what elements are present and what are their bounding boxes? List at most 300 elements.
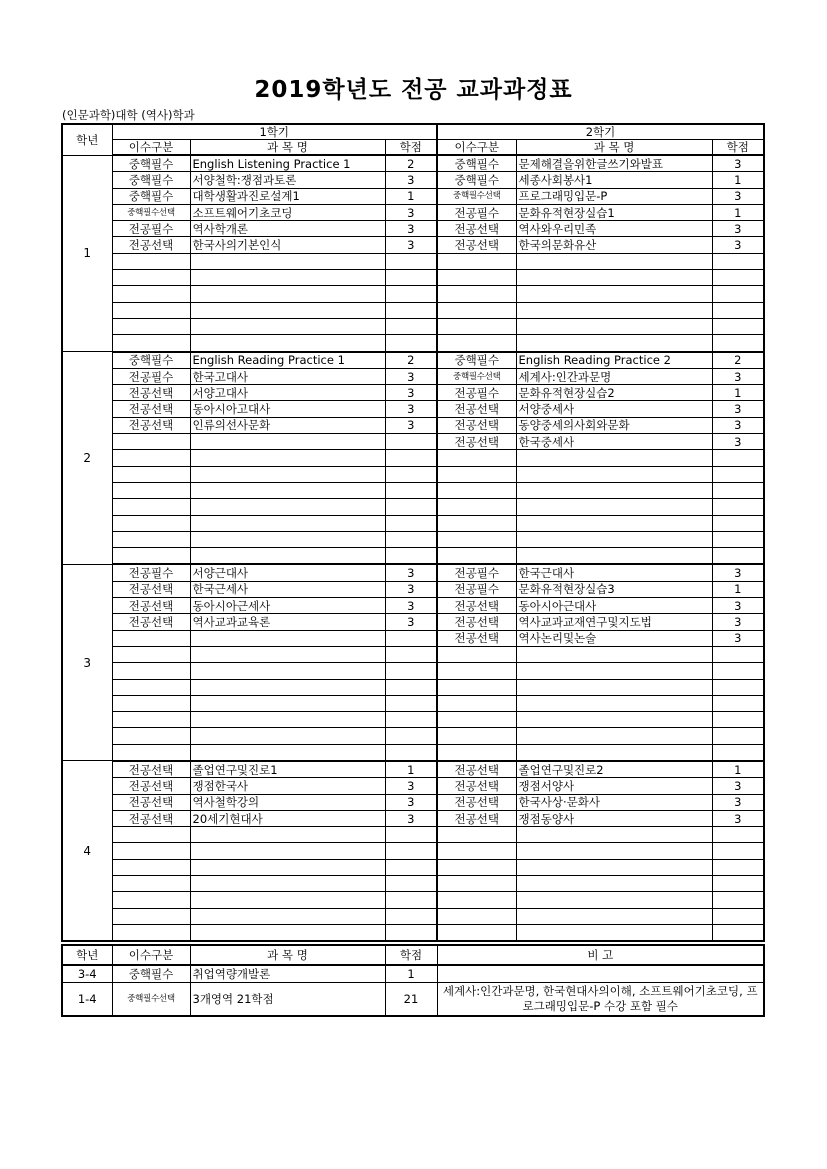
sem2-category-cell (437, 548, 516, 565)
bottom-row-credit: 21 (385, 983, 437, 1017)
sem1-credit-cell (385, 548, 437, 565)
sem1-course-cell: 한국사의기본인식 (190, 237, 385, 253)
sem2-category-cell (437, 515, 516, 531)
sem1-course-cell: 대학생활과진로설계1 (190, 188, 385, 204)
sem1-category-cell: 중핵필수 (112, 155, 190, 172)
sem1-category-header: 이수구분 (112, 140, 190, 156)
sem2-credit-cell (712, 728, 764, 744)
sem2-course-cell (516, 253, 712, 269)
sem1-credit-cell (385, 630, 437, 646)
sem2-category-cell: 전공선택 (437, 598, 516, 614)
sem2-category-cell (437, 924, 516, 941)
sem2-category-cell (437, 646, 516, 662)
sem2-credit-cell (712, 892, 764, 908)
sem1-category-cell (112, 253, 190, 269)
sem1-course-cell (190, 450, 385, 466)
sem1-category-cell: 중핵필수선택 (112, 204, 190, 220)
table-row (62, 695, 764, 711)
sem1-credit-cell: 3 (385, 794, 437, 810)
sem1-category-cell (112, 876, 190, 892)
sem2-course-cell: 역사논리및논술 (516, 630, 712, 646)
sem2-course-cell (516, 302, 712, 318)
sem2-course-cell (516, 450, 712, 466)
sem1-category-cell (112, 548, 190, 565)
sem2-category-cell (437, 663, 516, 679)
year-cell: 3 (62, 564, 112, 761)
sem2-course-cell (516, 663, 712, 679)
table-row (62, 859, 764, 875)
sem1-credit-cell (385, 466, 437, 482)
sem1-category-cell (112, 335, 190, 352)
table-row (62, 335, 764, 352)
table-row (62, 253, 764, 269)
sem2-course-cell: 쟁점동양사 (516, 810, 712, 826)
sem1-category-cell (112, 663, 190, 679)
sem2-credit-cell: 3 (712, 564, 764, 581)
sem2-category-cell (437, 270, 516, 286)
year-cell: 2 (62, 352, 112, 565)
table-row (62, 286, 764, 302)
sem2-credit-cell (712, 466, 764, 482)
sem2-credit-cell (712, 253, 764, 269)
sem1-credit-cell (385, 318, 437, 334)
sem1-course-cell (190, 744, 385, 761)
sem1-course-cell (190, 270, 385, 286)
sem1-credit-cell (385, 335, 437, 352)
sem1-credit-cell: 3 (385, 417, 437, 433)
sem1-category-cell: 전공선택 (112, 794, 190, 810)
sem2-category-cell: 전공필수 (437, 581, 516, 597)
sem1-credit-cell: 3 (385, 614, 437, 630)
table-row (62, 434, 764, 450)
sem2-course-cell: 문화유적현장실습3 (516, 581, 712, 597)
sem1-course-cell: 서양고대사 (190, 385, 385, 401)
table-row (62, 368, 764, 384)
sem2-course-cell (516, 548, 712, 565)
table-row (62, 302, 764, 318)
table-row (62, 794, 764, 810)
sem1-category-cell (112, 630, 190, 646)
sem2-course-cell (516, 728, 712, 744)
sem1-category-cell: 전공선택 (112, 761, 190, 778)
sem1-credit-cell (385, 253, 437, 269)
year-header: 학년 (62, 124, 112, 155)
sem2-course-cell (516, 924, 712, 941)
sem2-credit-cell (712, 859, 764, 875)
sem1-credit-cell: 3 (385, 368, 437, 384)
sem2-credit-cell: 1 (712, 385, 764, 401)
sem2-credit-cell (712, 515, 764, 531)
sem2-course-cell (516, 892, 712, 908)
table-row (62, 155, 764, 172)
sem2-credit-cell (712, 318, 764, 334)
sem2-credit-cell (712, 335, 764, 352)
sem1-category-cell (112, 908, 190, 924)
sem1-category-cell (112, 892, 190, 908)
sem2-course-cell (516, 843, 712, 859)
sem2-category-cell: 전공선택 (437, 401, 516, 417)
sem1-course-cell (190, 728, 385, 744)
sem1-category-cell: 전공선택 (112, 581, 190, 597)
sem2-course-cell (516, 827, 712, 843)
sem1-course-cell (190, 253, 385, 269)
sem2-credit-cell (712, 531, 764, 547)
sem2-category-cell: 중핵필수선택 (437, 188, 516, 204)
sem1-category-cell: 전공필수 (112, 368, 190, 384)
sem1-credit-cell (385, 712, 437, 728)
sem1-category-cell: 전공선택 (112, 385, 190, 401)
sem2-credit-cell (712, 908, 764, 924)
sem1-credit-cell (385, 515, 437, 531)
bottom-course-header: 과 목 명 (190, 945, 385, 965)
table-row (62, 924, 764, 941)
curriculum-table (61, 123, 765, 942)
sem2-category-cell: 전공선택 (437, 417, 516, 433)
sem2-course-cell: 문제해결을위한글쓰기와발표 (516, 155, 712, 172)
table-row (62, 482, 764, 498)
table-row (62, 630, 764, 646)
semester2-header: 2학기 (437, 124, 764, 140)
table-row (62, 221, 764, 237)
sem2-credit-cell: 3 (712, 434, 764, 450)
sem2-credit-cell (712, 302, 764, 318)
sem2-category-cell (437, 892, 516, 908)
sem2-course-cell: 동아시아근대사 (516, 598, 712, 614)
sem1-course-cell (190, 663, 385, 679)
sem2-course-cell: English Reading Practice 2 (516, 352, 712, 369)
sem1-course-cell: 역사철학강의 (190, 794, 385, 810)
sem2-category-cell (437, 744, 516, 761)
sem2-category-cell (437, 499, 516, 515)
sem1-credit-cell: 3 (385, 401, 437, 417)
sem2-credit-cell: 2 (712, 352, 764, 369)
sem2-category-cell (437, 466, 516, 482)
table-row (62, 646, 764, 662)
sem1-credit-cell: 3 (385, 237, 437, 253)
sem1-credit-cell: 1 (385, 188, 437, 204)
bottom-row-category: 중핵필수선택 (112, 983, 190, 1017)
sem1-course-cell (190, 630, 385, 646)
sem2-category-cell (437, 728, 516, 744)
sem2-course-cell (516, 286, 712, 302)
sem1-course-cell (190, 318, 385, 334)
sem2-credit-cell (712, 876, 764, 892)
sem2-credit-cell (712, 450, 764, 466)
sem1-credit-cell (385, 892, 437, 908)
bottom-credit-header: 학점 (385, 945, 437, 965)
sem2-credit-cell: 3 (712, 368, 764, 384)
sem2-credit-cell: 3 (712, 778, 764, 794)
sem1-category-cell (112, 924, 190, 941)
sem1-credit-cell: 3 (385, 581, 437, 597)
sem1-course-cell: 쟁점한국사 (190, 778, 385, 794)
sem1-course-cell: 서양근대사 (190, 564, 385, 581)
sem2-credit-cell (712, 482, 764, 498)
sem2-category-cell: 중핵필수선택 (437, 368, 516, 384)
page-title: 2019학년도 전공 교과과정표 (254, 77, 573, 103)
sem2-credit-cell: 1 (712, 204, 764, 220)
sem1-category-cell (112, 531, 190, 547)
sem1-course-cell (190, 482, 385, 498)
sem1-category-cell: 전공선택 (112, 417, 190, 433)
sem1-category-cell (112, 434, 190, 450)
sem1-category-cell (112, 728, 190, 744)
sem1-course-cell: 역사학개론 (190, 221, 385, 237)
sem2-credit-cell (712, 499, 764, 515)
sem1-category-cell (112, 744, 190, 761)
sem2-credit-cell (712, 663, 764, 679)
sem1-credit-cell (385, 663, 437, 679)
bottom-year-header: 학년 (62, 945, 112, 965)
table-row (62, 598, 764, 614)
sem1-course-cell (190, 924, 385, 941)
sem2-credit-cell: 1 (712, 761, 764, 778)
sem1-credit-cell: 2 (385, 352, 437, 369)
table-row (62, 744, 764, 761)
sem2-credit-cell: 1 (712, 172, 764, 188)
table-row (62, 499, 764, 515)
sem1-course-cell: 인류의선사문화 (190, 417, 385, 433)
sem1-credit-cell (385, 302, 437, 318)
sem1-course-cell (190, 531, 385, 547)
sem2-category-cell (437, 531, 516, 547)
sem1-credit-cell: 3 (385, 564, 437, 581)
table-row (62, 843, 764, 859)
sem2-credit-cell: 3 (712, 237, 764, 253)
sem1-category-cell: 전공필수 (112, 221, 190, 237)
sem1-course-cell (190, 548, 385, 565)
sem2-credit-cell (712, 286, 764, 302)
sem1-course-cell: 역사교과교육론 (190, 614, 385, 630)
sem1-category-cell: 전공선택 (112, 810, 190, 826)
sem1-course-cell: 한국고대사 (190, 368, 385, 384)
sem2-course-header: 과 목 명 (516, 140, 712, 156)
sem2-course-cell: 동양중세의사회와문화 (516, 417, 712, 433)
table-row (62, 564, 764, 581)
sem1-course-cell (190, 335, 385, 352)
sem1-credit-cell (385, 482, 437, 498)
bottom-category-header: 이수구분 (112, 945, 190, 965)
sem2-category-cell (437, 679, 516, 695)
sem2-credit-cell: 3 (712, 417, 764, 433)
sem1-course-cell (190, 712, 385, 728)
sem2-credit-cell (712, 827, 764, 843)
sem2-course-cell (516, 646, 712, 662)
year-cell: 4 (62, 761, 112, 941)
sem1-course-cell (190, 679, 385, 695)
sem2-course-cell: 한국근대사 (516, 564, 712, 581)
sem2-category-cell: 전공선택 (437, 221, 516, 237)
table-row (62, 827, 764, 843)
sem2-category-cell: 전공선택 (437, 434, 516, 450)
sem2-category-cell: 중핵필수 (437, 155, 516, 172)
sem2-course-cell (516, 270, 712, 286)
sem1-category-cell: 중핵필수 (112, 352, 190, 369)
sem1-credit-cell: 1 (385, 761, 437, 778)
bottom-row-credit: 1 (385, 965, 437, 983)
sem1-category-cell: 전공필수 (112, 564, 190, 581)
sem2-category-cell (437, 482, 516, 498)
sem2-credit-cell: 3 (712, 794, 764, 810)
sem2-category-cell: 전공선택 (437, 237, 516, 253)
sem2-category-cell (437, 286, 516, 302)
sem1-credit-cell (385, 450, 437, 466)
sem2-course-cell: 세종사회봉사1 (516, 172, 712, 188)
sem1-category-cell (112, 679, 190, 695)
common-courses-table (61, 944, 765, 1017)
sem1-course-cell (190, 499, 385, 515)
sem2-course-cell (516, 908, 712, 924)
sem1-credit-cell (385, 744, 437, 761)
sem2-category-cell (437, 335, 516, 352)
sem2-category-cell: 전공필수 (437, 204, 516, 220)
sem2-credit-cell (712, 646, 764, 662)
sem2-course-cell: 서양중세사 (516, 401, 712, 417)
sem2-credit-cell (712, 548, 764, 565)
sem2-course-cell (516, 679, 712, 695)
sem2-course-cell: 졸업연구및진로2 (516, 761, 712, 778)
sem1-course-cell (190, 827, 385, 843)
sem1-course-cell (190, 695, 385, 711)
sem1-category-cell (112, 499, 190, 515)
table-row (62, 778, 764, 794)
sem1-category-cell: 전공선택 (112, 614, 190, 630)
sem2-course-cell (516, 695, 712, 711)
table-row (62, 237, 764, 253)
table-row (62, 450, 764, 466)
sem1-category-cell (112, 450, 190, 466)
sem1-category-cell (112, 695, 190, 711)
sem1-credit-cell (385, 695, 437, 711)
sem1-course-cell (190, 434, 385, 450)
bottom-row-year: 1-4 (62, 983, 112, 1017)
sem2-credit-cell (712, 695, 764, 711)
sem2-credit-cell: 3 (712, 401, 764, 417)
sem1-credit-cell (385, 728, 437, 744)
sem2-course-cell (516, 466, 712, 482)
sem1-credit-cell (385, 434, 437, 450)
sem1-course-cell (190, 302, 385, 318)
sem2-category-cell (437, 876, 516, 892)
sem2-credit-cell (712, 270, 764, 286)
sem1-category-cell (112, 859, 190, 875)
sem1-credit-cell (385, 843, 437, 859)
sem1-credit-cell: 2 (385, 155, 437, 172)
sem2-course-cell (516, 712, 712, 728)
sem1-category-cell: 전공선택 (112, 401, 190, 417)
table-row (62, 892, 764, 908)
sem2-category-cell: 전공필수 (437, 385, 516, 401)
sem2-credit-cell: 3 (712, 614, 764, 630)
sem2-course-cell: 문화유적현장실습2 (516, 385, 712, 401)
sem2-category-cell (437, 908, 516, 924)
sem1-credit-cell (385, 270, 437, 286)
table-row (62, 270, 764, 286)
sem1-credit-cell: 3 (385, 598, 437, 614)
sem1-course-cell (190, 843, 385, 859)
sem1-credit-cell (385, 827, 437, 843)
sem1-course-cell: English Listening Practice 1 (190, 155, 385, 172)
table-row (62, 614, 764, 630)
sem2-credit-cell: 3 (712, 221, 764, 237)
sem1-credit-cell (385, 679, 437, 695)
table-row (62, 908, 764, 924)
sem1-credit-cell: 3 (385, 778, 437, 794)
sem1-course-cell: 졸업연구및진로1 (190, 761, 385, 778)
sem2-course-cell: 프로그래밍입문-P (516, 188, 712, 204)
semester1-header: 1학기 (112, 124, 437, 140)
table-row (62, 172, 764, 188)
sem1-category-cell (112, 712, 190, 728)
sem1-category-cell (112, 827, 190, 843)
sem2-credit-header: 학점 (712, 140, 764, 156)
sem1-course-cell (190, 286, 385, 302)
table-row (62, 385, 764, 401)
bottom-row-year: 3-4 (62, 965, 112, 983)
table-row (62, 810, 764, 826)
sem1-course-cell (190, 466, 385, 482)
sem2-course-cell (516, 515, 712, 531)
sem1-category-cell (112, 466, 190, 482)
sem1-credit-cell: 3 (385, 810, 437, 826)
sem2-category-cell: 중핵필수 (437, 352, 516, 369)
table-row (62, 204, 764, 220)
sem2-category-cell: 전공선택 (437, 761, 516, 778)
bottom-row-category: 중핵필수 (112, 965, 190, 983)
sem2-course-cell (516, 531, 712, 547)
sem1-category-cell (112, 286, 190, 302)
sem1-credit-cell (385, 646, 437, 662)
table-row (62, 515, 764, 531)
sem1-course-cell (190, 515, 385, 531)
sem1-course-cell (190, 908, 385, 924)
sem2-course-cell (516, 482, 712, 498)
sem2-credit-cell (712, 679, 764, 695)
sem2-category-cell (437, 695, 516, 711)
sem2-course-cell (516, 335, 712, 352)
sem1-course-cell: 동아시아고대사 (190, 401, 385, 417)
sem1-credit-cell: 3 (385, 221, 437, 237)
sem2-credit-cell: 3 (712, 810, 764, 826)
sem2-course-cell (516, 859, 712, 875)
sem2-category-cell (437, 450, 516, 466)
sem1-course-cell: 소프트웨어기초코딩 (190, 204, 385, 220)
sem2-category-cell (437, 712, 516, 728)
sem1-course-cell: 20세기현대사 (190, 810, 385, 826)
bottom-row-course: 3개영역 21학점 (190, 983, 385, 1017)
bottom-row-note: 세계사:인간과문명, 한국현대사의이해, 소프트웨어기초코딩, 프로그래밍입문-P 수강 포함 필수 (437, 983, 764, 1017)
sem1-credit-cell (385, 531, 437, 547)
sem2-credit-cell: 3 (712, 155, 764, 172)
table-row (62, 712, 764, 728)
sem2-course-cell: 문화유적현장실습1 (516, 204, 712, 220)
table-row (62, 728, 764, 744)
sem1-category-cell (112, 843, 190, 859)
sem1-credit-cell (385, 876, 437, 892)
sem2-course-cell (516, 499, 712, 515)
sem2-category-header: 이수구분 (437, 140, 516, 156)
sem1-course-cell (190, 876, 385, 892)
sem2-credit-cell: 3 (712, 598, 764, 614)
bottom-note-header: 비 고 (437, 945, 764, 965)
sem2-course-cell: 쟁점서양사 (516, 778, 712, 794)
sem2-category-cell: 전공선택 (437, 614, 516, 630)
sem2-course-cell: 한국의문화유산 (516, 237, 712, 253)
sem1-credit-cell (385, 908, 437, 924)
sem2-category-cell (437, 302, 516, 318)
sem1-category-cell: 중핵필수 (112, 172, 190, 188)
sem2-course-cell: 한국사상·문화사 (516, 794, 712, 810)
